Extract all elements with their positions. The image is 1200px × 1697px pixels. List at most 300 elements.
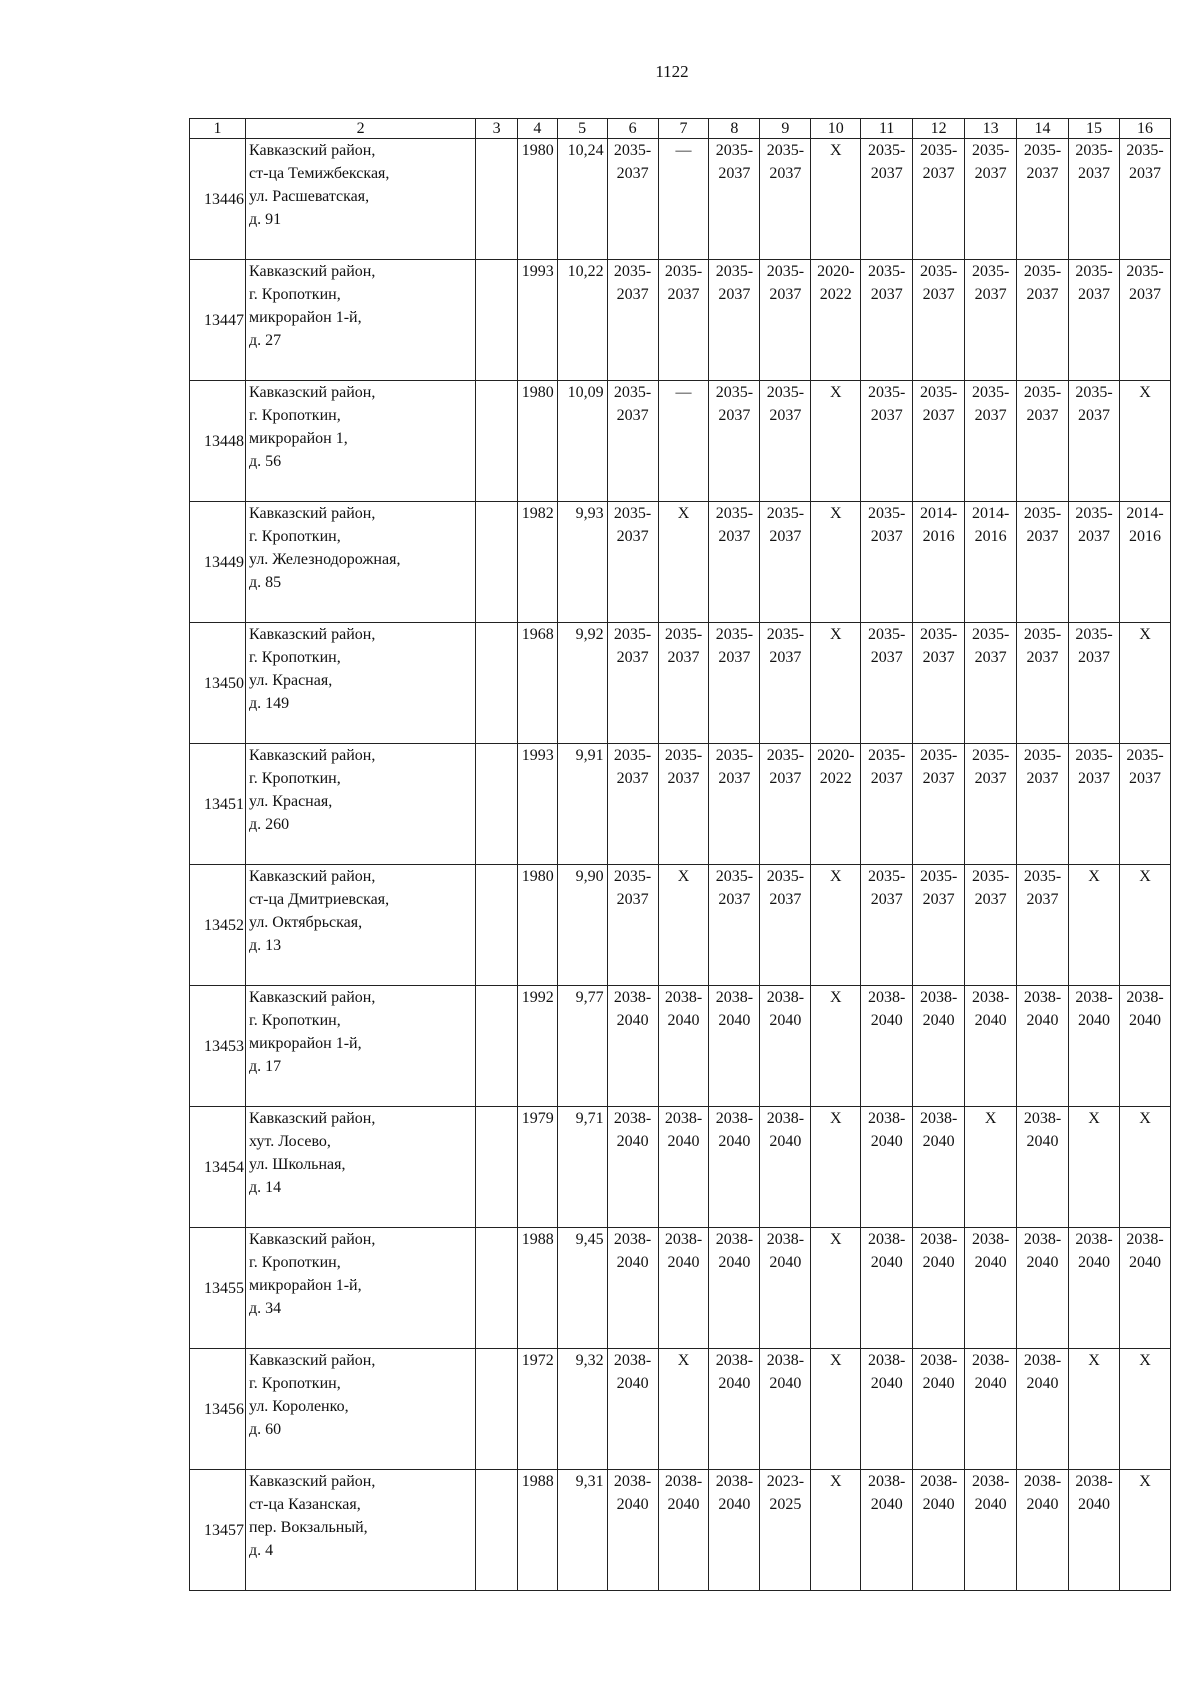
period-line: 2040 [974,1254,1007,1271]
address-line: г. Кропоткин, [249,649,341,666]
period-cell-c9 [760,986,811,1107]
address-line: ул. Октябрьская, [249,914,363,931]
period-line: 2035- [613,626,652,643]
period-line: 2038- [971,1352,1010,1369]
period-line: 2040 [718,1012,751,1029]
address-line: д. 260 [249,816,290,833]
address-cell [246,260,476,381]
col3-cell [476,381,518,502]
year-cell: 1980 [518,381,558,502]
period-line: 2037 [616,528,649,545]
period-line: 2038- [715,1473,754,1490]
period-line: 2040 [769,1012,802,1029]
period-line: 2037 [922,770,955,787]
period-cell-c8 [709,260,760,381]
period-line: 2037 [922,165,955,182]
period-cell-c9 [760,1349,811,1470]
period-cell-c14 [1017,1228,1069,1349]
period-line: 2037 [1077,165,1110,182]
period-cell-c7 [658,1228,709,1349]
period-line: 2040 [1026,1133,1059,1150]
period-line: 2038- [613,1352,652,1369]
period-cell-c8 [709,744,760,865]
address-line: ул. Короленко, [249,1398,349,1415]
value-cell: 9,71 [557,1107,607,1228]
period-line: 2038- [1023,1473,1062,1490]
period-line: 2040 [1077,1254,1110,1271]
period-cell-c9 [760,139,811,260]
address-line: ул. Красная, [249,672,333,689]
period-line: 2037 [974,770,1007,787]
period-cell-c12 [913,1470,965,1591]
address-line: Кавказский район, [249,1231,376,1248]
period-cell-c14 [1017,1349,1069,1470]
table-row [190,381,1171,502]
period-cell-c6 [607,865,658,986]
period-cell-c11 [861,1349,913,1470]
table-row [190,865,1171,986]
period-cell-c16 [1119,986,1170,1107]
column-header: 10 [811,119,861,139]
period-cell-c7 [658,865,709,986]
period-line: 2040 [922,1133,955,1150]
address-line: ул. Железнодорожная, [249,551,401,568]
period-line: 2040 [667,1254,700,1271]
col3-cell [476,1107,518,1228]
period-cell-c7 [658,1349,709,1470]
period-line: 2035- [1023,263,1062,280]
period-cell-c13 [965,381,1017,502]
period-line: 2038- [1126,1231,1164,1248]
period-cell-c15 [1069,502,1120,623]
column-header: 5 [557,119,607,139]
period-cell-c16 [1119,1470,1170,1591]
period-line: 2040 [922,1012,955,1029]
period-cell-c14 [1017,865,1069,986]
col3-cell [476,260,518,381]
period-line: 2040 [769,1133,802,1150]
period-line: 2037 [870,165,903,182]
period-line: 2035- [613,747,652,764]
period-line: 2037 [1026,649,1059,666]
period-line: 2037 [667,770,700,787]
period-cell-c16 [1119,1228,1170,1349]
col3-cell [476,139,518,260]
data-table [189,118,1171,1591]
period-line: 2037 [616,649,649,666]
column-header: 8 [709,119,760,139]
period-line: 2035- [613,263,652,280]
period-line: 2040 [667,1133,700,1150]
year-cell: 1972 [518,1349,558,1470]
period-line: X [829,384,842,401]
period-line: X [1088,1352,1100,1369]
period-cell-c8 [709,1470,760,1591]
address-line: г. Кропоткин, [249,1012,341,1029]
period-line: 2038- [715,989,754,1006]
address-line: г. Кропоткин, [249,286,341,303]
period-cell-c15 [1069,139,1120,260]
period-line: 2038- [971,1473,1010,1490]
period-line: 2037 [974,649,1007,666]
period-line: 2037 [718,407,751,424]
period-cell-c8 [709,623,760,744]
column-header: 16 [1119,119,1170,139]
period-line: X [829,1110,842,1127]
period-line: 2035- [664,263,703,280]
period-line: 2035- [868,626,906,643]
period-line: — [675,142,692,159]
column-header: 15 [1069,119,1120,139]
period-cell-c6 [607,1107,658,1228]
period-cell-c13 [965,139,1017,260]
period-line: 2035- [613,868,652,885]
address-line: Кавказский район, [249,626,376,643]
period-line: 2037 [718,770,751,787]
period-cell-c13 [965,865,1017,986]
address-line: г. Кропоткин, [249,1254,341,1271]
period-line: 2035- [971,263,1010,280]
year-cell: 1979 [518,1107,558,1228]
period-line: 2037 [870,407,903,424]
column-header: 12 [913,119,965,139]
row-number: 13455 [190,1228,246,1349]
period-line: 2035- [715,505,754,522]
address-line: д. 14 [249,1179,282,1196]
period-line: 2035- [868,142,906,159]
period-line: 2038- [766,1231,805,1248]
period-cell-c9 [760,865,811,986]
period-line: X [829,1473,842,1490]
period-line: 2035- [868,384,906,401]
period-line: 2037 [922,649,955,666]
period-line: 2037 [769,770,802,787]
period-cell-c7 [658,623,709,744]
period-line: 2038- [613,989,652,1006]
period-line: 2035- [1075,384,1113,401]
address-line: д. 60 [249,1421,282,1438]
period-line: 2040 [1077,1012,1110,1029]
period-cell-c10 [811,623,861,744]
period-cell-c8 [709,986,760,1107]
period-cell-c8 [709,1349,760,1470]
table-row [190,986,1171,1107]
period-cell-c11 [861,623,913,744]
period-line: 2037 [718,165,751,182]
period-line: 2038- [868,1110,906,1127]
period-cell-c13 [965,502,1017,623]
period-line: 2038- [868,1231,906,1248]
period-line: 2040 [616,1133,649,1150]
period-line: 2040 [1128,1012,1161,1029]
row-number: 13448 [190,381,246,502]
period-cell-c16 [1119,139,1170,260]
period-cell-c6 [607,744,658,865]
period-line: 2038- [664,1231,703,1248]
period-cell-c16 [1119,623,1170,744]
value-cell: 9,93 [557,502,607,623]
period-line: 2037 [1077,286,1110,303]
period-line: 2038- [1126,989,1164,1006]
period-line: 2035- [766,868,805,885]
period-line: 2040 [922,1254,955,1271]
period-cell-c10 [811,260,861,381]
period-line: 2037 [870,770,903,787]
address-cell [246,381,476,502]
period-line: 2038- [971,1231,1010,1248]
period-line: 2037 [616,407,649,424]
period-cell-c11 [861,986,913,1107]
col3-cell [476,986,518,1107]
period-line: 2035- [1023,868,1062,885]
address-cell [246,623,476,744]
period-line: X [1139,1473,1151,1490]
period-line: 2037 [718,649,751,666]
period-line: 2040 [667,1012,700,1029]
period-line: 2037 [1128,165,1161,182]
period-line: 2038- [664,1473,703,1490]
period-line: 2038- [919,1473,958,1490]
address-line: Кавказский район, [249,505,376,522]
period-line: 2037 [922,891,955,908]
period-line: 2037 [1026,770,1059,787]
col3-cell [476,865,518,986]
period-line: 2035- [1023,747,1062,764]
period-cell-c9 [760,623,811,744]
period-line: 2020- [817,747,855,764]
table-row [190,502,1171,623]
period-line: 2035- [919,868,958,885]
period-cell-c10 [811,502,861,623]
year-cell: 1968 [518,623,558,744]
period-cell-c12 [913,139,965,260]
period-line: 2035- [868,505,906,522]
period-line: 2016 [1128,528,1161,545]
period-cell-c12 [913,260,965,381]
period-line: 2035- [715,384,754,401]
period-line: 2035- [868,747,906,764]
period-line: X [829,1231,842,1248]
address-line: микрорайон 1-й, [249,309,362,326]
period-line: X [1139,1110,1151,1127]
period-line: 2037 [922,407,955,424]
period-line: 2040 [974,1012,1007,1029]
period-line: 2035- [715,626,754,643]
address-line: д. 4 [249,1542,274,1559]
period-line: 2037 [1077,528,1110,545]
value-cell: 10,22 [557,260,607,381]
period-cell-c16 [1119,1107,1170,1228]
period-cell-c11 [861,139,913,260]
period-cell-c11 [861,381,913,502]
period-cell-c16 [1119,260,1170,381]
period-line: 2035- [766,384,805,401]
period-line: 2037 [1026,528,1059,545]
period-line: 2035- [715,142,754,159]
period-cell-c6 [607,260,658,381]
period-line: 2037 [1077,770,1110,787]
table-row [190,1470,1171,1591]
period-line: 2037 [974,165,1007,182]
period-line: 2037 [667,649,700,666]
period-cell-c6 [607,139,658,260]
period-cell-c11 [861,260,913,381]
period-line: 2035- [766,626,805,643]
period-line: 2040 [870,1133,903,1150]
value-cell: 9,91 [557,744,607,865]
period-line: 2035- [1126,142,1164,159]
period-cell-c15 [1069,623,1120,744]
period-line: 2037 [718,891,751,908]
address-line: микрорайон 1-й, [249,1277,362,1294]
address-line: хут. Лосево, [249,1133,331,1150]
period-cell-c14 [1017,623,1069,744]
period-line: 2038- [613,1231,652,1248]
period-cell-c8 [709,381,760,502]
period-cell-c8 [709,1228,760,1349]
address-line: г. Кропоткин, [249,1375,341,1392]
period-cell-c13 [965,260,1017,381]
year-cell: 1980 [518,139,558,260]
period-cell-c9 [760,502,811,623]
period-line: 2040 [616,1012,649,1029]
period-cell-c12 [913,744,965,865]
period-line: X [829,142,842,159]
period-line: 2040 [616,1375,649,1392]
period-cell-c7 [658,139,709,260]
address-line: ст-ца Темижбекская, [249,165,390,182]
period-line: 2038- [1023,1110,1062,1127]
column-header: 3 [476,119,518,139]
table-row [190,139,1171,260]
period-cell-c13 [965,986,1017,1107]
header-row [190,119,1171,139]
period-line: 2038- [766,1110,805,1127]
period-line: 2038- [1023,989,1062,1006]
column-header: 13 [965,119,1017,139]
period-cell-c6 [607,381,658,502]
period-line: X [829,626,842,643]
value-cell: 9,32 [557,1349,607,1470]
address-line: д. 34 [249,1300,282,1317]
period-line: 2037 [922,286,955,303]
period-line: 2038- [715,1231,754,1248]
address-line: д. 149 [249,695,290,712]
period-cell-c14 [1017,139,1069,260]
period-cell-c11 [861,865,913,986]
address-cell [246,1228,476,1349]
table-row [190,623,1171,744]
period-line: 2038- [1075,1231,1113,1248]
column-header: 11 [861,119,913,139]
period-cell-c14 [1017,502,1069,623]
row-number: 13454 [190,1107,246,1228]
period-cell-c14 [1017,260,1069,381]
period-line: 2014- [971,505,1010,522]
period-line: 2038- [613,1110,652,1127]
period-line: 2035- [766,747,805,764]
period-cell-c9 [760,260,811,381]
period-line: 2038- [919,1352,958,1369]
period-cell-c14 [1017,1470,1069,1591]
table-row [190,744,1171,865]
period-line: X [829,868,842,885]
period-line: X [677,1352,690,1369]
period-line: 2035- [1126,747,1164,764]
period-cell-c13 [965,1349,1017,1470]
period-line: 2035- [1075,626,1113,643]
period-cell-c15 [1069,1228,1120,1349]
table-row [190,1107,1171,1228]
address-line: д. 85 [249,574,282,591]
period-cell-c6 [607,1470,658,1591]
col3-cell [476,1470,518,1591]
period-line: 2040 [616,1254,649,1271]
address-cell [246,139,476,260]
row-number: 13452 [190,865,246,986]
period-cell-c6 [607,1228,658,1349]
address-line: Кавказский район, [249,1352,376,1369]
period-cell-c15 [1069,986,1120,1107]
col3-cell [476,1349,518,1470]
period-cell-c12 [913,502,965,623]
column-header: 7 [658,119,709,139]
period-cell-c8 [709,865,760,986]
period-line: 2035- [971,747,1010,764]
period-cell-c12 [913,1107,965,1228]
address-cell [246,1470,476,1591]
period-line: 2040 [1026,1375,1059,1392]
period-line: 2037 [616,891,649,908]
address-line: г. Кропоткин, [249,407,341,424]
period-cell-c15 [1069,1470,1120,1591]
column-header: 2 [246,119,476,139]
period-cell-c15 [1069,260,1120,381]
year-cell: 1992 [518,986,558,1107]
period-cell-c6 [607,1349,658,1470]
period-cell-c9 [760,1228,811,1349]
period-line: 2040 [769,1254,802,1271]
period-cell-c10 [811,381,861,502]
period-cell-c6 [607,986,658,1107]
period-line: 2037 [718,528,751,545]
period-line: 2035- [766,142,805,159]
address-line: д. 17 [249,1058,282,1075]
period-cell-c11 [861,1228,913,1349]
period-line: 2040 [1128,1254,1161,1271]
period-line: 2037 [616,165,649,182]
period-line: 2014- [1126,505,1164,522]
address-line: микрорайон 1, [249,430,348,447]
period-cell-c9 [760,381,811,502]
address-line: ст-ца Казанская, [249,1496,361,1513]
period-line: 2035- [919,747,958,764]
period-cell-c12 [913,986,965,1107]
period-line: 2037 [1128,770,1161,787]
period-line: 2035- [971,868,1010,885]
address-line: Кавказский район, [249,384,376,401]
period-cell-c10 [811,1228,861,1349]
period-line: 2038- [715,1352,754,1369]
period-line: X [1139,1352,1151,1369]
period-line: 2040 [667,1496,700,1513]
period-line: 2037 [974,891,1007,908]
period-line: 2035- [613,384,652,401]
period-cell-c8 [709,139,760,260]
period-cell-c10 [811,744,861,865]
period-cell-c11 [861,744,913,865]
address-line: Кавказский район, [249,263,376,280]
